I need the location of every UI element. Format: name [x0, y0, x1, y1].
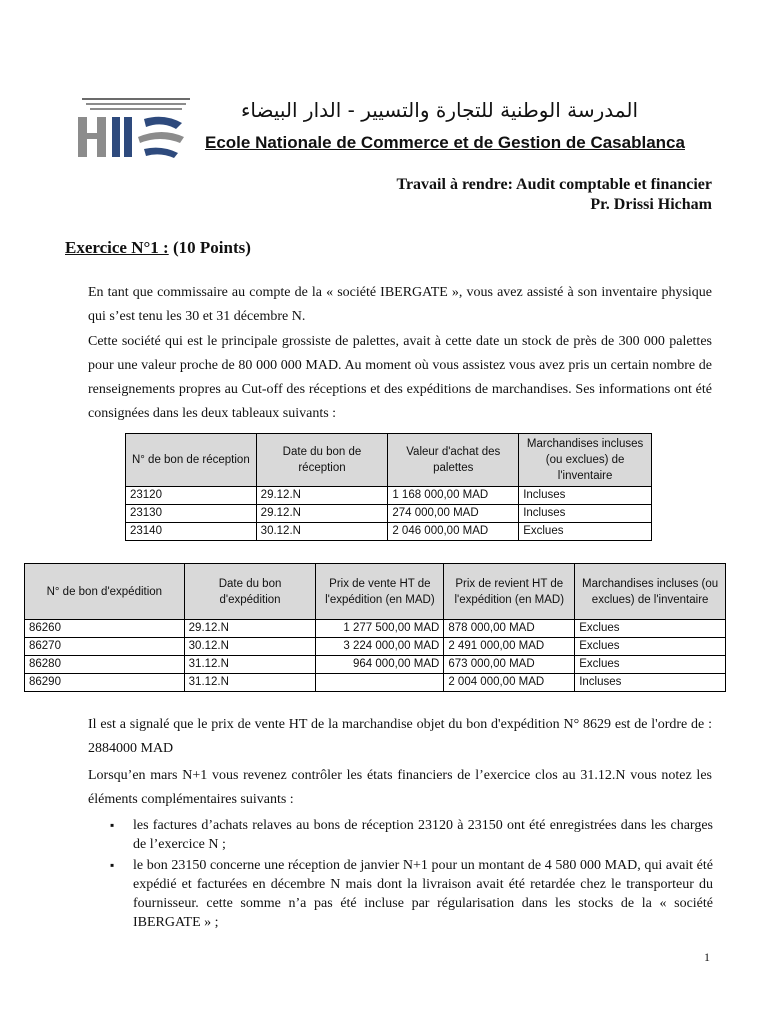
table-row — [126, 523, 652, 541]
table-header-row — [126, 434, 652, 487]
table-cell: Incluses — [519, 505, 652, 523]
table-cell: Exclues — [519, 523, 652, 541]
table-cell: 31.12.N — [184, 674, 316, 692]
table-cell: 2 491 000,00 MAD — [444, 638, 575, 656]
table-cell: Exclues — [575, 620, 726, 638]
table-cell: 274 000,00 MAD — [388, 505, 519, 523]
table-row — [126, 487, 652, 505]
table-row — [25, 638, 726, 656]
table-cell: 29.12.N — [184, 620, 316, 638]
list-item — [108, 816, 713, 854]
bullet-list — [108, 816, 713, 934]
table-cell: Exclues — [575, 656, 726, 674]
expedition-table — [24, 563, 726, 692]
university-logo-icon — [72, 95, 200, 165]
sale-price-note: Il est a signalé que le prix de vente HT de la marchandise objet du bon d'expédition N° 8629 est de l'ordre de : 2884000 MAD — [88, 717, 712, 756]
table-cell: 2 046 000,00 MAD — [388, 523, 519, 541]
table-cell: 31.12.N — [184, 656, 316, 674]
table-cell: 30.12.N — [184, 638, 316, 656]
bullet-marker-icon: ▪ — [110, 858, 115, 872]
table-cell: 29.12.N — [256, 505, 388, 523]
table-cell: 964 000,00 MAD — [316, 656, 444, 674]
table-header-cell: Prix de revient HT de l'expédition (en MAD) — [444, 564, 575, 620]
list-item — [108, 856, 713, 932]
bullet-marker-icon: ▪ — [110, 818, 115, 832]
table-header-cell: N° de bon de réception — [126, 434, 257, 487]
professor-name: Pr. Drissi Hicham — [590, 196, 712, 213]
table-cell — [316, 674, 444, 692]
exercise-points: (10 Points) — [168, 238, 251, 257]
page-number: 1 — [704, 950, 710, 964]
table-cell: Exclues — [575, 638, 726, 656]
table-cell: Incluses — [519, 487, 652, 505]
table-cell: 23120 — [126, 487, 257, 505]
table-header-cell: Date du bon de réception — [256, 434, 388, 487]
table-cell: 29.12.N — [256, 487, 388, 505]
reception-table — [125, 433, 652, 541]
intro-paragraph: En tant que commissaire au compte de la « société IBERGATE », vous avez assisté à son inventaire physique qui s’est tenu les 30 et 31 décembre N. — [88, 285, 712, 324]
exercise-label: Exercice N°1 : — [65, 238, 169, 257]
table-cell: 86280 — [25, 656, 185, 674]
table-cell: 86270 — [25, 638, 185, 656]
table-row — [25, 620, 726, 638]
followup-paragraph: Lorsqu’en mars N+1 vous revenez contrôler les états financiers de l’exercice clos au 31.12.N vous notez les éléments complémentaires suivants : — [88, 768, 712, 807]
table-header-cell: Prix de vente HT de l'expédition (en MAD) — [316, 564, 444, 620]
table-row — [25, 674, 726, 692]
table-row — [126, 505, 652, 523]
table-header-row — [25, 564, 726, 620]
table-header-cell: Valeur d'achat des palettes — [388, 434, 519, 487]
table-header-cell: N° de bon d'expédition — [25, 564, 185, 620]
context-paragraph: Cette société qui est le principale grossiste de palettes, avait à cette date un stock de près de 300 000 palettes pour une valeur proche de 80 000 000 MAD. Au moment où vous assistez vous avez pris un certain nombre de renseignements propres au Cut-off des réceptions et des expéditions de marchandises. Ses informations ont été consignées dans les deux tableaux suivants : — [88, 334, 712, 421]
table-cell: 86260 — [25, 620, 185, 638]
school-name: Ecole Nationale de Commerce et de Gestion de Casablanca — [205, 133, 685, 152]
list-item-text: les factures d’achats relaves au bons de réception 23120 à 23150 ont été enregistrées dans les charges de l’exercice N ; — [133, 818, 713, 852]
table-header-cell: Marchandises incluses (ou exclues) de l'inventaire — [575, 564, 726, 620]
exercise-heading — [65, 238, 251, 258]
work-title: Travail à rendre: Audit comptable et financier — [396, 176, 712, 193]
list-item-text: le bon 23150 concerne une réception de janvier N+1 pour un montant de 4 580 000 MAD, qui avait été expédié et facturées en décembre N mais dont la livraison avait été retardée chez le transporteur du fournisseur. cette somme n’a pas été incluse par régularisation dans les stocks de la « société IBERGATE » ; — [133, 858, 713, 930]
table-cell: 2 004 000,00 MAD — [444, 674, 575, 692]
table-cell: 673 000,00 MAD — [444, 656, 575, 674]
arabic-school-title: المدرسة الوطنية للتجارة والتسيير - الدار البيضاء — [240, 98, 638, 122]
table-row — [25, 656, 726, 674]
table-cell: 86290 — [25, 674, 185, 692]
table-cell: 23130 — [126, 505, 257, 523]
table-header-cell: Date du bon d'expédition — [184, 564, 316, 620]
table-cell: 23140 — [126, 523, 257, 541]
table-cell: 3 224 000,00 MAD — [316, 638, 444, 656]
table-cell: 878 000,00 MAD — [444, 620, 575, 638]
table-header-cell: Marchandises incluses (ou exclues) de l'inventaire — [519, 434, 652, 487]
table-cell: Incluses — [575, 674, 726, 692]
table-cell: 1 277 500,00 MAD — [316, 620, 444, 638]
table-cell: 1 168 000,00 MAD — [388, 487, 519, 505]
table-cell: 30.12.N — [256, 523, 388, 541]
